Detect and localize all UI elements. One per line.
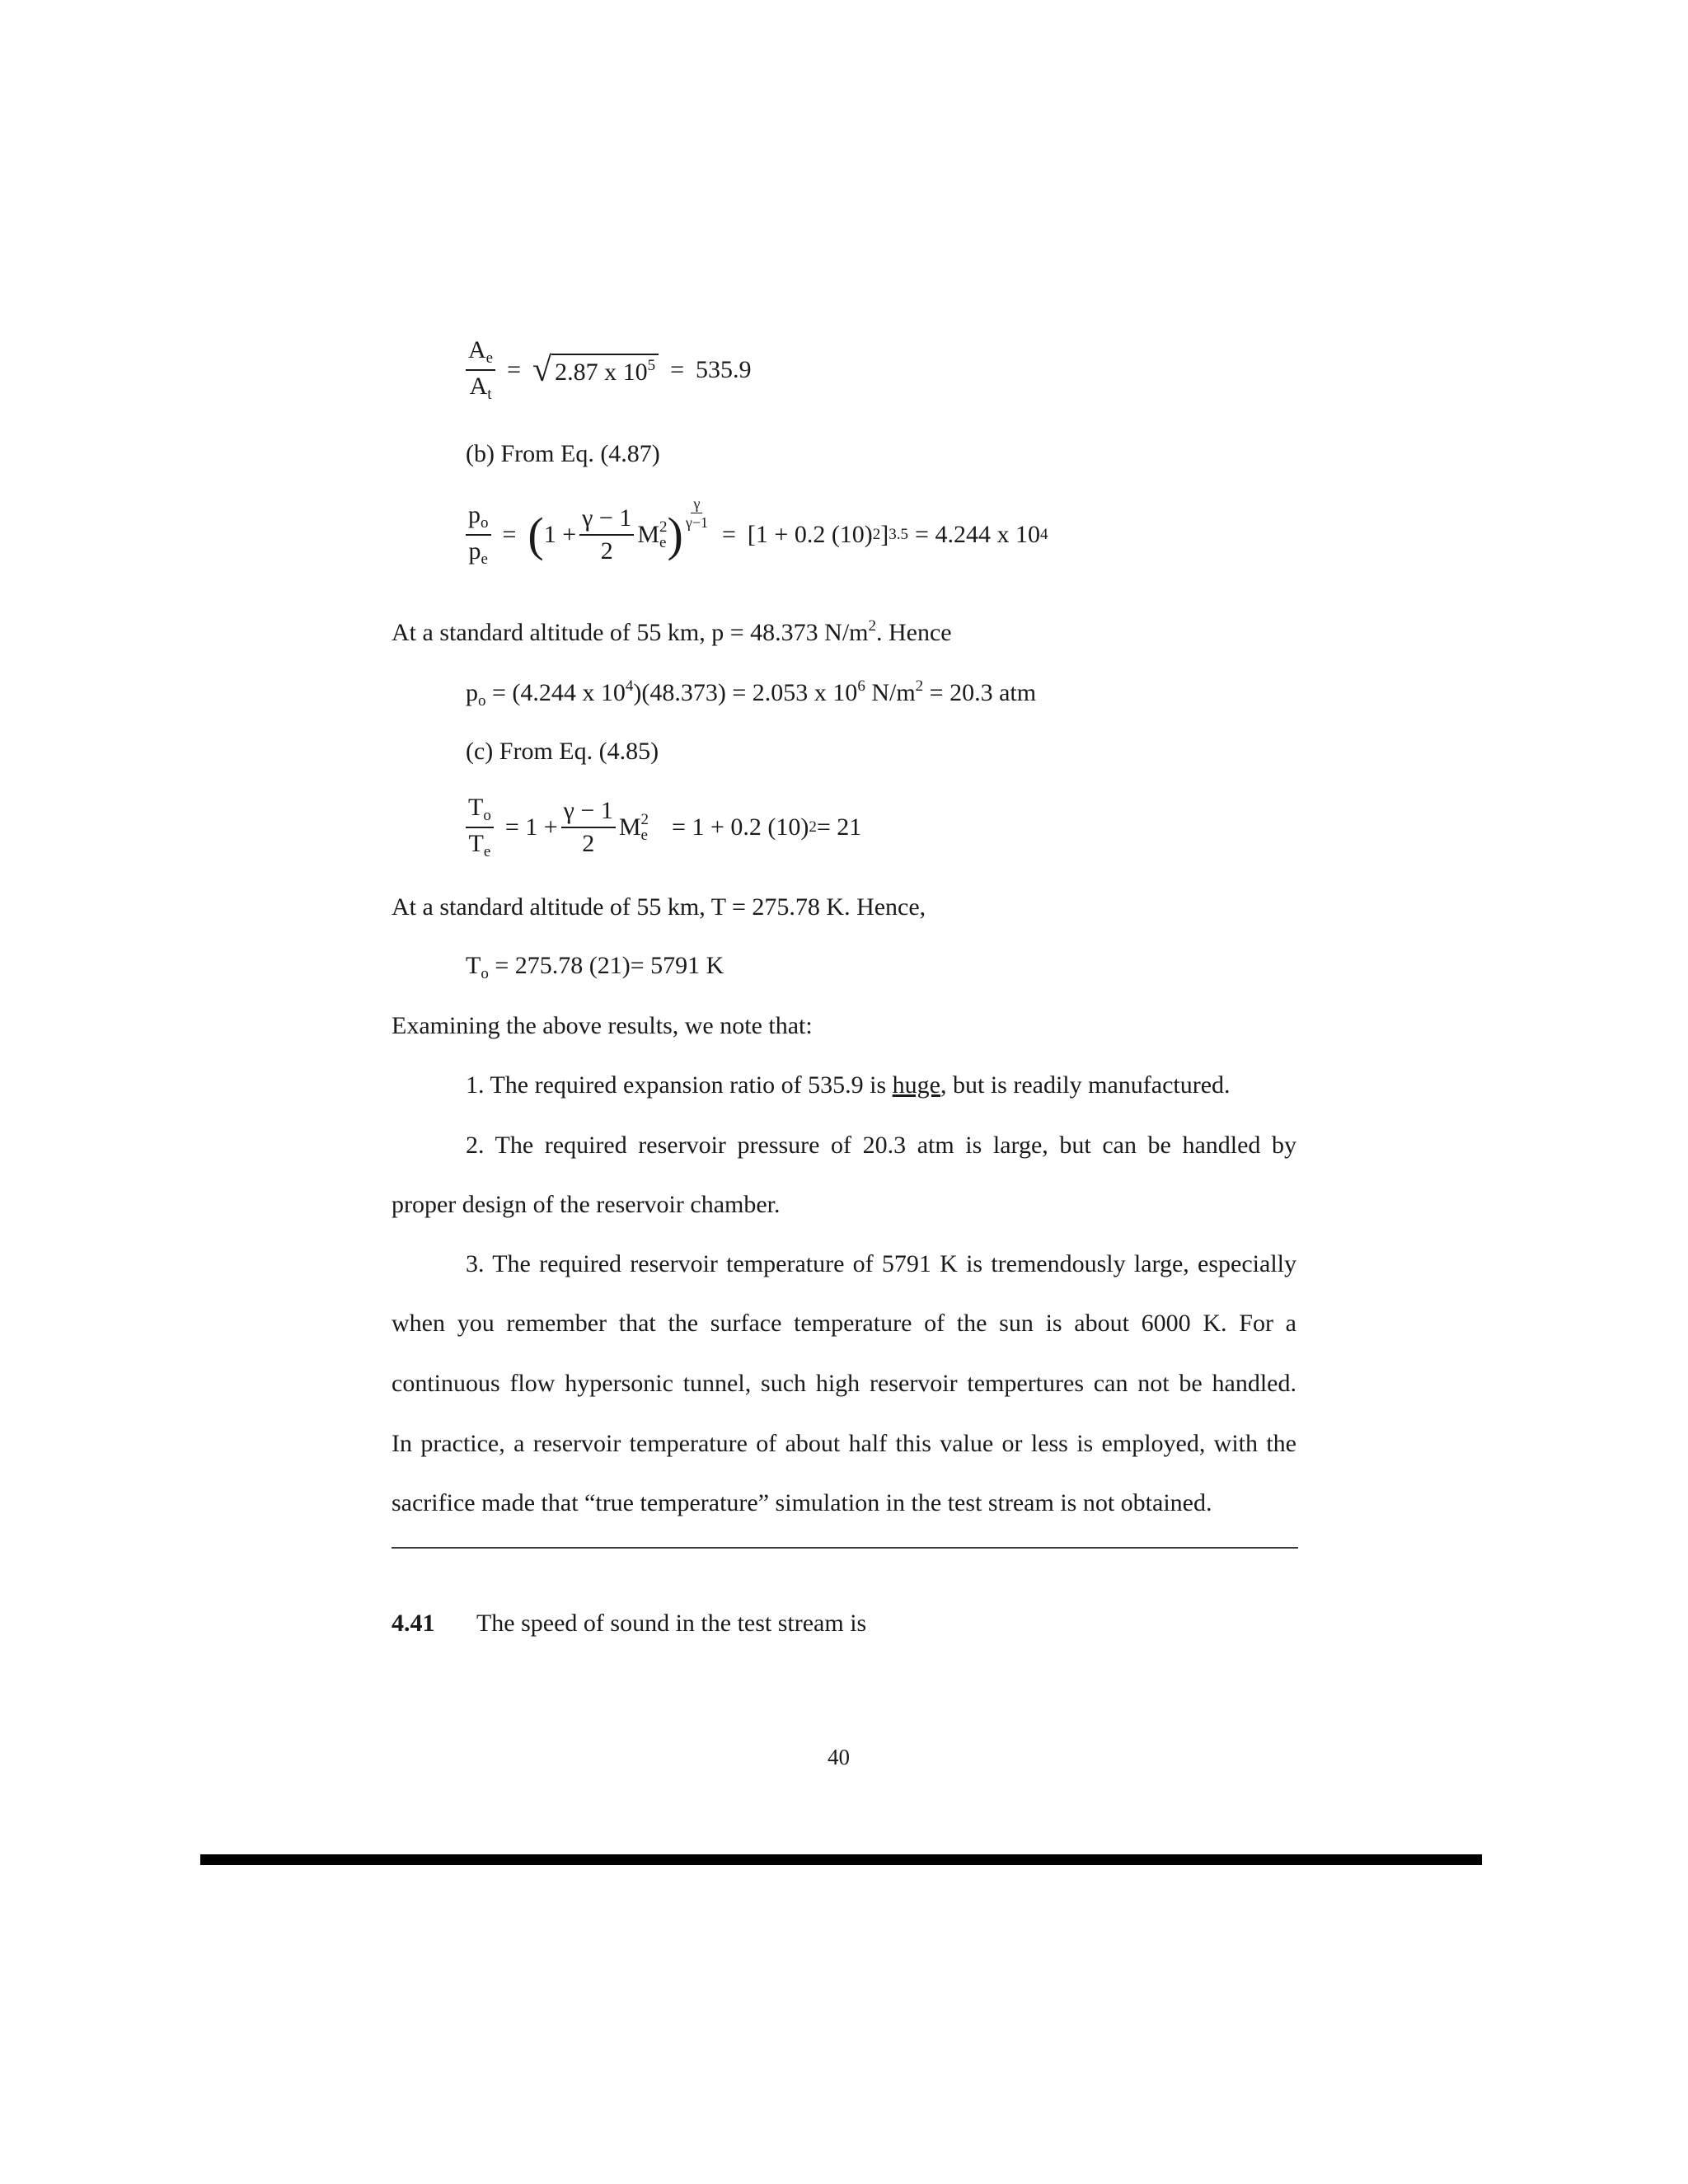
right-paren: ) xyxy=(667,508,683,561)
at-symbol: A xyxy=(469,373,488,400)
equation-area-ratio xyxy=(466,338,752,402)
exp-gamma-minus-one: γ−1 xyxy=(685,514,708,531)
altitude-pressure-text: At a standard altitude of 55 km, p = 48.373 $N/m^2$. Hence xyxy=(392,617,952,646)
gamma-fraction xyxy=(579,506,634,564)
square-root xyxy=(532,353,659,387)
altitude-temperature-text: At a standard altitude of 55 km, T = 275.78 K. Hence, xyxy=(392,893,926,921)
list-item-3-line-2: when you remember that the surface temperature of the sun is about 6000 K. For a xyxy=(392,1310,1296,1337)
result-exponent: 4 xyxy=(1039,526,1048,543)
equation-pressure-ratio xyxy=(466,495,1048,568)
problem-text: The speed of sound in the test stream is xyxy=(476,1610,867,1637)
reservoir-temperature-line: $T_o = 275.78$ (21)= 5791 K xyxy=(466,952,724,982)
mach-exponent: 2 xyxy=(659,518,668,536)
one-plus: 1 + xyxy=(543,521,577,548)
mach-subscript: e xyxy=(640,827,648,844)
examining-text: Examining the above results, we note that: xyxy=(392,1012,813,1039)
radicand-exponent: 5 xyxy=(647,357,656,374)
part-c-label: (c) From Eq. (4.85) xyxy=(466,738,659,765)
to-subscript: o xyxy=(483,807,491,824)
ae-symbol: A xyxy=(468,336,486,363)
problem-number: 4.41 xyxy=(392,1610,435,1637)
equals-sign: = xyxy=(507,356,522,383)
gamma-minus-one: γ − 1 xyxy=(561,799,616,828)
at-subscript: t xyxy=(487,386,492,403)
mach-symbol: M xyxy=(618,813,641,841)
reservoir-pressure-line: $p_o = (4.244$ x $10^4)(48.373) = 2.053$ x $10^6$ $N/m^2 = 20.3$ atm xyxy=(466,677,1037,710)
gamma-minus-one: γ − 1 xyxy=(579,506,634,536)
pe-symbol: p xyxy=(468,537,481,565)
list-item-2-line-1: 2. The required reservoir pressure of 20.3 atm is large, but can be handled by xyxy=(466,1132,1296,1159)
te-symbol: T xyxy=(468,830,484,857)
list-item-3-line-3: continuous flow hypersonic tunnel, such high reservoir tempertures can not be handled. xyxy=(392,1370,1296,1397)
mach-exponent: 2 xyxy=(640,811,649,828)
to-symbol: T xyxy=(468,794,484,821)
underlined-word: huge xyxy=(892,1071,940,1099)
left-paren: ( xyxy=(528,508,544,561)
radicand-value: 2.87 x 10 xyxy=(555,359,648,386)
mach-subscript: e xyxy=(659,534,667,551)
list-item-3-line-1: 3. The required reservoir temperature of 5791 K is tremendously large, especially xyxy=(466,1250,1296,1277)
temperature-rhs: = 1 + 0.2 (10) xyxy=(672,813,809,841)
pressure-ratio-result: = 4.244 x 10 xyxy=(915,521,1040,548)
rhs-square: 2 xyxy=(809,818,817,836)
part-b-label: (b) From Eq. (4.87) xyxy=(466,440,660,467)
temperature-ratio-result: = 21 xyxy=(816,813,862,841)
list-item-2-line-2: proper design of the reservoir chamber. xyxy=(392,1191,781,1218)
equals-one-plus: = 1 + xyxy=(504,813,558,841)
list-item-1: 1. The required expansion ratio of 535.9 is huge, but is readily manufactured. xyxy=(466,1071,1231,1099)
two: 2 xyxy=(582,830,595,857)
te-subscript: e xyxy=(483,843,491,860)
equation-temperature-ratio xyxy=(466,795,861,860)
two: 2 xyxy=(600,537,613,565)
exponent-fraction xyxy=(683,496,710,530)
rhs-power: 3.5 xyxy=(889,526,909,543)
area-ratio-fraction xyxy=(466,338,495,402)
pressure-ratio-fraction xyxy=(466,503,491,567)
equals-sign: = xyxy=(502,521,517,548)
po-symbol: p xyxy=(468,501,481,528)
page-number: 40 xyxy=(828,1745,850,1769)
list-item-3-line-5: sacrifice made that “true temperature” simulation in the test stream is not obtained. xyxy=(392,1489,1212,1516)
equals-sign: = xyxy=(721,521,736,548)
section-divider xyxy=(392,1547,1298,1549)
exp-gamma: γ xyxy=(691,496,702,513)
area-ratio-result: 535.9 xyxy=(696,356,752,383)
rhs-close-bracket: ] xyxy=(880,521,889,548)
mach-symbol: M xyxy=(637,521,660,548)
temperature-ratio-fraction xyxy=(466,795,494,860)
equals-sign: = xyxy=(670,356,685,383)
pe-subscript: e xyxy=(481,551,488,568)
gamma-fraction xyxy=(561,799,616,856)
rhs-bracket: [1 + 0.2 (10) xyxy=(747,521,873,548)
ae-subscript: e xyxy=(485,349,494,367)
problem-4-41 xyxy=(392,1609,866,1638)
rhs-square: 2 xyxy=(872,526,881,543)
radical-icon: √ xyxy=(532,351,552,389)
footer-bar xyxy=(200,1854,1482,1865)
po-subscript: o xyxy=(481,514,489,532)
list-item-3-line-4: In practice, a reservoir temperature of about half this value or less is employed, with the xyxy=(392,1430,1296,1457)
